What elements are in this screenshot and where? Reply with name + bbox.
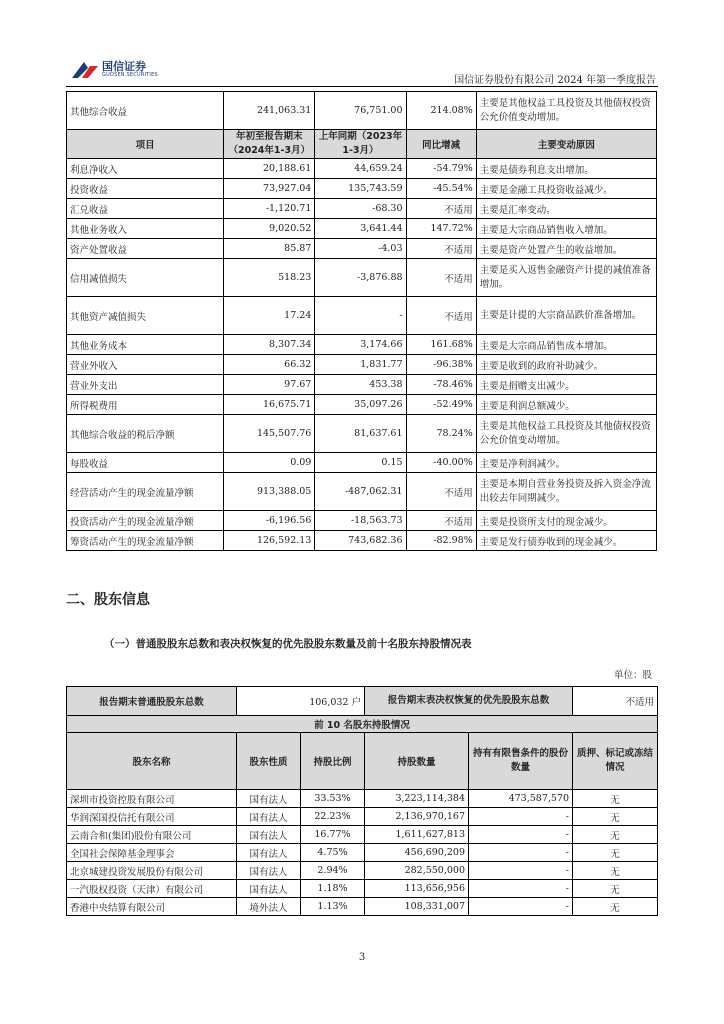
row-item: 信用减值损失 (67, 259, 224, 297)
row-current: 85.87 (224, 239, 315, 259)
holder-name: 云南合和(集团)股份有限公司 (67, 826, 237, 844)
row-current: 66.32 (224, 355, 315, 375)
holder-pledge: 无 (573, 826, 658, 844)
row-prior: 3,174.66 (315, 335, 406, 355)
row-prior: 0.15 (315, 453, 406, 473)
holder-nature: 国有法人 (237, 880, 301, 898)
table-row (67, 92, 657, 130)
table-row (67, 790, 658, 808)
holder-quantity: 2,136,970,167 (365, 808, 469, 826)
table-row (67, 898, 658, 916)
row-current: 9,020.52 (224, 219, 315, 239)
row-reason: 主要是资产处置产生的收益增加。 (476, 239, 656, 259)
row-item: 其他综合收益 (67, 92, 224, 130)
holder-ratio: 33.53% (301, 790, 365, 808)
preferred-holders-value: 不适用 (573, 687, 658, 716)
row-change: 214.08% (406, 92, 476, 130)
table-row (67, 880, 658, 898)
section-subtitle: （一）普通股股东总数和表决权恢复的优先股股东数量及前十名股东持股情况表 (104, 638, 472, 650)
row-change: -78.46% (406, 375, 476, 395)
header-prior: 上年同期（2023年1-3月） (315, 130, 406, 159)
row-reason: 主要是汇率变动。 (476, 199, 656, 219)
row-reason: 主要是发行债券收到的现金减少。 (476, 531, 656, 551)
row-current: -1,120.71 (224, 199, 315, 219)
total-holders-value: 106,032 户 (237, 687, 365, 716)
row-change: -40.00% (406, 453, 476, 473)
row-current: 518.23 (224, 259, 315, 297)
row-reason: 主要是大宗商品销售成本增加。 (476, 335, 656, 355)
holder-name: 一汽股权投资（天津）有限公司 (67, 880, 237, 898)
shareholder-table (66, 686, 658, 916)
row-prior: 453.38 (315, 375, 406, 395)
row-prior: 3,641.44 (315, 219, 406, 239)
row-prior: 743,682.36 (315, 531, 406, 551)
holder-quantity: 456,690,209 (365, 844, 469, 862)
holder-restricted: - (469, 880, 573, 898)
header-pledge: 质押、标记或冻结情况 (573, 733, 658, 790)
shareholder-header-row (67, 733, 658, 790)
row-item: 每股收益 (67, 453, 224, 473)
company-logo (70, 58, 170, 84)
row-change: 147.72% (406, 219, 476, 239)
holder-ratio: 16.77% (301, 826, 365, 844)
holder-pledge: 无 (573, 898, 658, 916)
row-prior: -3,876.88 (315, 259, 406, 297)
row-reason: 主要是利润总额减少。 (476, 395, 656, 415)
row-item: 投资收益 (67, 179, 224, 199)
row-item: 其他资产减值损失 (67, 297, 224, 335)
row-item: 营业外收入 (67, 355, 224, 375)
holder-restricted: - (469, 862, 573, 880)
income-rows (67, 159, 657, 551)
header-ratio: 持股比例 (301, 733, 365, 790)
income-change-table (66, 91, 657, 551)
row-current: 913,388.05 (224, 473, 315, 511)
row-current: 0.09 (224, 453, 315, 473)
holder-nature: 国有法人 (237, 790, 301, 808)
row-item: 其他综合收益的税后净额 (67, 415, 224, 453)
row-change: 不适用 (406, 511, 476, 531)
row-change: 161.68% (406, 335, 476, 355)
table-row (67, 259, 657, 297)
holder-ratio: 2.94% (301, 862, 365, 880)
section-title: 二、股东信息 (66, 592, 150, 608)
row-current: 20,188.61 (224, 159, 315, 179)
row-reason: 主要是债券利息支出增加。 (476, 159, 656, 179)
row-prior: 1,831.77 (315, 355, 406, 375)
row-prior: 135,743.59 (315, 179, 406, 199)
row-reason: 主要是金融工具投资收益减少。 (476, 179, 656, 199)
row-change: 不适用 (406, 259, 476, 297)
row-item: 利息净收入 (67, 159, 224, 179)
header-divider (66, 86, 658, 87)
row-current: 17.24 (224, 297, 315, 335)
row-prior: 76,751.00 (315, 92, 406, 130)
row-change: -45.54% (406, 179, 476, 199)
holder-pledge: 无 (573, 862, 658, 880)
row-reason: 主要是其他权益工具投资及其他债权投资公允价值变动增加。 (476, 92, 656, 130)
row-reason: 主要是其他权益工具投资及其他债权投资公允价值变动增加。 (476, 415, 656, 453)
holder-ratio: 22.23% (301, 808, 365, 826)
table-row (67, 453, 657, 473)
holder-quantity: 282,550,000 (365, 862, 469, 880)
row-reason: 主要是买入返售金融资产计提的减值准备增加。 (476, 259, 656, 297)
table-row (67, 239, 657, 259)
row-prior: 44,659.24 (315, 159, 406, 179)
table-row (67, 415, 657, 453)
row-reason: 主要是计提的大宗商品跌价准备增加。 (476, 297, 656, 335)
row-change: 不适用 (406, 239, 476, 259)
table-row (67, 159, 657, 179)
row-change: -52.49% (406, 395, 476, 415)
row-prior: - (315, 297, 406, 335)
row-reason: 主要是净利润减少。 (476, 453, 656, 473)
header-current: 年初至报告期末（2024年1-3月） (224, 130, 315, 159)
holder-quantity: 1,611,627,813 (365, 826, 469, 844)
row-reason: 主要是收到的政府补助减少。 (476, 355, 656, 375)
holder-restricted: - (469, 898, 573, 916)
row-current: 16,675.71 (224, 395, 315, 415)
table-row (67, 862, 658, 880)
row-reason: 主要是大宗商品销售收入增加。 (476, 219, 656, 239)
page-number: 3 (358, 952, 366, 963)
holder-ratio: 1.18% (301, 880, 365, 898)
preferred-holders-label: 报告期末表决权恢复的优先股股东总数 (365, 687, 573, 716)
holder-name: 全国社会保障基金理事会 (67, 844, 237, 862)
row-item: 汇兑收益 (67, 199, 224, 219)
row-current: 73,927.04 (224, 179, 315, 199)
header-quantity: 持股数量 (365, 733, 469, 790)
row-change: -54.79% (406, 159, 476, 179)
holder-restricted: 473,587,570 (469, 790, 573, 808)
total-holders-label: 报告期末普通股股东总数 (67, 687, 237, 716)
row-change: 不适用 (406, 473, 476, 511)
row-reason: 主要是本期自营业务投资及拆入资金净流出较去年同期减少。 (476, 473, 656, 511)
row-current: 97.67 (224, 375, 315, 395)
holder-pledge: 无 (573, 844, 658, 862)
row-prior: -487,062.31 (315, 473, 406, 511)
holder-restricted: - (469, 844, 573, 862)
holder-name: 香港中央结算有限公司 (67, 898, 237, 916)
holder-quantity: 108,331,007 (365, 898, 469, 916)
row-change: 78.24% (406, 415, 476, 453)
header-nature: 股东性质 (237, 733, 301, 790)
row-item: 投资活动产生的现金流量净额 (67, 511, 224, 531)
row-prior: -18,563.73 (315, 511, 406, 531)
logo-english: GUOSEN SECURITIES (102, 72, 158, 78)
table-row (67, 179, 657, 199)
holder-nature: 国有法人 (237, 826, 301, 844)
row-reason: 主要是投资所支付的现金减少。 (476, 511, 656, 531)
holder-rows (67, 790, 658, 916)
holder-quantity: 113,656,956 (365, 880, 469, 898)
table-row (67, 395, 657, 415)
row-item: 所得税费用 (67, 395, 224, 415)
holder-nature: 国有法人 (237, 862, 301, 880)
header-reason: 主要变动原因 (476, 130, 656, 159)
guosen-logo-icon (70, 58, 100, 82)
holder-nature: 国有法人 (237, 808, 301, 826)
table-row (67, 473, 657, 511)
row-change: -82.98% (406, 531, 476, 551)
row-current: 8,307.34 (224, 335, 315, 355)
table-row (67, 531, 657, 551)
row-item: 资产处置收益 (67, 239, 224, 259)
table-row (67, 199, 657, 219)
row-prior: -4.03 (315, 239, 406, 259)
holder-pledge: 无 (573, 880, 658, 898)
holder-restricted: - (469, 808, 573, 826)
holder-name: 深圳市投资控股有限公司 (67, 790, 237, 808)
top10-title: 前 10 名股东持股情况 (67, 716, 658, 733)
row-current: 145,507.76 (224, 415, 315, 453)
holder-nature: 国有法人 (237, 844, 301, 862)
holder-name: 北京城建投资发展股份有限公司 (67, 862, 237, 880)
logo-name: 国信证券 (102, 60, 146, 73)
table-row (67, 826, 658, 844)
unit-label: 单位：股 (613, 670, 652, 681)
summary-row (67, 687, 658, 716)
row-reason: 主要是捐赠支出减少。 (476, 375, 656, 395)
table-header-row (67, 130, 657, 159)
row-prior: 81,637.61 (315, 415, 406, 453)
table-row (67, 511, 657, 531)
row-item: 营业外支出 (67, 375, 224, 395)
top10-title-row (67, 716, 658, 733)
row-change: 不适用 (406, 199, 476, 219)
header-item: 项目 (67, 130, 224, 159)
table-row (67, 219, 657, 239)
report-title: 国信证券股份有限公司 2024 年第一季度报告 (454, 75, 656, 86)
row-item: 其他业务收入 (67, 219, 224, 239)
row-current: 241,063.31 (224, 92, 315, 130)
holder-name: 华润深国投信托有限公司 (67, 808, 237, 826)
row-item: 筹资活动产生的现金流量净额 (67, 531, 224, 551)
table-row (67, 844, 658, 862)
table-row (67, 297, 657, 335)
row-item: 经营活动产生的现金流量净额 (67, 473, 224, 511)
holder-pledge: 无 (573, 790, 658, 808)
table-row (67, 335, 657, 355)
holder-nature: 境外法人 (237, 898, 301, 916)
table-row (67, 808, 658, 826)
row-current: 126,592.13 (224, 531, 315, 551)
header-change: 同比增减 (406, 130, 476, 159)
holder-quantity: 3,223,114,384 (365, 790, 469, 808)
row-change: 不适用 (406, 297, 476, 335)
holder-restricted: - (469, 826, 573, 844)
header-restricted: 持有有限售条件的股份数量 (469, 733, 573, 790)
row-prior: -68.30 (315, 199, 406, 219)
holder-ratio: 1.13% (301, 898, 365, 916)
header-name: 股东名称 (67, 733, 237, 790)
row-prior: 35,097.26 (315, 395, 406, 415)
row-current: -6,196.56 (224, 511, 315, 531)
row-item: 其他业务成本 (67, 335, 224, 355)
table-row (67, 375, 657, 395)
table-row (67, 355, 657, 375)
row-change: -96.38% (406, 355, 476, 375)
holder-ratio: 4.75% (301, 844, 365, 862)
holder-pledge: 无 (573, 808, 658, 826)
